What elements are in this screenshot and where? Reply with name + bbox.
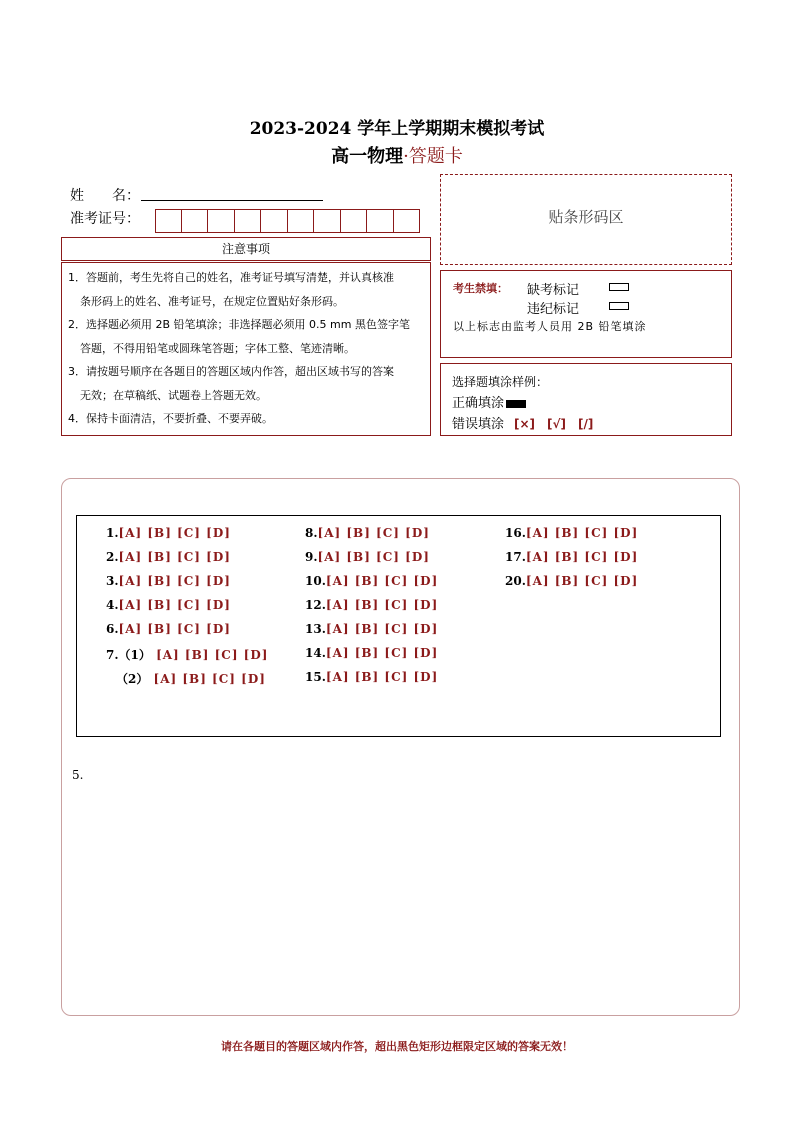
- notice-item-1: 1．答题前，考生先将自己的姓名，准考证号填写清楚，并认真核准: [68, 271, 394, 284]
- notice-item-2-cont: 答题，不得用铅笔或圆珠笔答题；字体工整、笔迹清晰。: [80, 341, 355, 355]
- sample-correct-label: 正确填涂: [452, 396, 505, 411]
- id-digit-cell[interactable]: [288, 209, 315, 233]
- id-digit-cell[interactable]: [314, 209, 341, 233]
- absent-mark-box[interactable]: [609, 283, 629, 291]
- id-digit-cell[interactable]: [208, 209, 235, 233]
- answer-options[interactable]: [A] [B] [C] [D]: [525, 574, 639, 588]
- fill-sample-box: [440, 363, 732, 436]
- answer-options[interactable]: [A] [B] [C] [D]: [150, 648, 269, 662]
- choice-question: [106, 622, 231, 636]
- wrong-marks: [×] [√] [/]: [514, 417, 594, 431]
- question-number: 20.: [505, 574, 526, 588]
- choice-question: [305, 526, 430, 540]
- sample-correct-row: [452, 392, 526, 411]
- choice-question: [116, 670, 266, 687]
- exam-title: 2023-2024 学年上学期期末模拟考试: [249, 119, 545, 139]
- id-digit-cell[interactable]: [261, 209, 288, 233]
- subject-label: 高一物理: [331, 146, 404, 167]
- question-number: 3.: [106, 574, 119, 588]
- id-digit-cell[interactable]: [394, 209, 421, 233]
- sample-title: 选择题填涂样例：: [452, 375, 549, 389]
- question-number: 6.: [106, 622, 119, 636]
- card-subtitle: [0, 142, 794, 168]
- question-number: 8.: [305, 526, 318, 540]
- choice-question: [106, 646, 268, 663]
- ban-label: 考生禁填：: [453, 282, 508, 295]
- question-number: （2）: [116, 672, 149, 686]
- name-label: 姓 名：: [70, 188, 140, 204]
- barcode-area: 贴条形码区: [440, 174, 732, 265]
- id-digit-cell[interactable]: [367, 209, 394, 233]
- choice-question: [505, 526, 638, 540]
- question-number: 17.: [505, 550, 526, 564]
- examinee-ban-box: [440, 270, 732, 358]
- name-field[interactable]: [141, 200, 323, 201]
- question-number: 13.: [305, 622, 326, 636]
- answer-options[interactable]: [A] [B] [C] [D]: [525, 550, 639, 564]
- choice-question: [305, 550, 430, 564]
- id-digit-cell[interactable]: [235, 209, 262, 233]
- id-digit-cell[interactable]: [341, 209, 368, 233]
- answer-options[interactable]: [A] [B] [C] [D]: [118, 598, 231, 612]
- question-number: 9.: [305, 550, 318, 564]
- notice-item-3-cont: 无效；在草稿纸、试题卷上答题无效。: [80, 388, 267, 402]
- id-digit-cell[interactable]: [155, 209, 182, 233]
- answer-options[interactable]: [A] [B] [C] [D]: [118, 622, 231, 636]
- notice-item-2: 2．选择题必须用 2B 铅笔填涂；非选择题必须用 0.5 mm 黑色签字笔: [68, 318, 410, 331]
- choice-question: [305, 670, 438, 684]
- question-number: 1.: [106, 526, 119, 540]
- solid-fill-mark: [506, 400, 526, 408]
- notice-item-4: 4．保持卡面清洁，不要折叠、不要弄破。: [68, 412, 273, 425]
- id-number-boxes[interactable]: [155, 209, 420, 233]
- answer-options[interactable]: [A] [B] [C] [D]: [325, 574, 439, 588]
- choice-question: [106, 550, 231, 564]
- id-label: 准考证号：: [70, 211, 140, 227]
- notice-header: 注意事项: [61, 237, 431, 261]
- choice-question: [106, 598, 231, 612]
- answer-options[interactable]: [A] [B] [C] [D]: [525, 526, 639, 540]
- answer-options[interactable]: [A] [B] [C] [D]: [325, 670, 439, 684]
- answer-options[interactable]: [A] [B] [C] [D]: [325, 646, 439, 660]
- violation-mark-label: 违纪标记: [527, 302, 580, 317]
- answer-card-label: ·答题卡: [403, 146, 463, 167]
- question-number: 4.: [106, 598, 119, 612]
- answer-options[interactable]: [A] [B] [C] [D]: [118, 574, 231, 588]
- answer-options[interactable]: [A] [B] [C] [D]: [317, 526, 430, 540]
- sample-wrong-label: 错误填涂: [452, 417, 505, 432]
- id-digit-cell[interactable]: [182, 209, 209, 233]
- absent-mark-label: 缺考标记: [527, 283, 580, 298]
- question-number: 7.（1）: [106, 648, 151, 662]
- sample-wrong-row: [452, 413, 593, 432]
- choice-question: [305, 622, 438, 636]
- question-number: 10.: [305, 574, 326, 588]
- question-number: 16.: [505, 526, 526, 540]
- question-number: 15.: [305, 670, 326, 684]
- ban-note: 以上标志由监考人员用 2B 铅笔填涂: [453, 320, 647, 333]
- answer-options[interactable]: [A] [B] [C] [D]: [148, 672, 266, 686]
- question-number: 12.: [305, 598, 326, 612]
- choice-question: [505, 574, 638, 588]
- choice-question: [106, 526, 231, 540]
- answer-options[interactable]: [A] [B] [C] [D]: [118, 526, 231, 540]
- notice-item-1-cont: 条形码上的姓名、准考证号，在规定位置贴好条形码。: [80, 294, 344, 308]
- choice-question: [305, 598, 438, 612]
- answer-options[interactable]: [A] [B] [C] [D]: [118, 550, 231, 564]
- choice-question: [305, 574, 438, 588]
- notice-item-3: 3．请按题号顺序在各题目的答题区域内作答，超出区域书写的答案: [68, 365, 394, 378]
- answer-options[interactable]: [A] [B] [C] [D]: [317, 550, 430, 564]
- violation-mark-box[interactable]: [609, 302, 629, 310]
- answer-options[interactable]: [A] [B] [C] [D]: [325, 598, 439, 612]
- question-number: 2.: [106, 550, 119, 564]
- choice-question: [505, 550, 638, 564]
- choice-question: [305, 646, 438, 660]
- question-5-label: 5.: [72, 768, 84, 782]
- notice-box: [61, 262, 431, 436]
- answer-options[interactable]: [A] [B] [C] [D]: [325, 622, 439, 636]
- question-number: 14.: [305, 646, 326, 660]
- footer-warning: 请在各题目的答题区域内作答，超出黑色矩形边框限定区域的答案无效！: [221, 1040, 573, 1053]
- choice-question: [106, 574, 231, 588]
